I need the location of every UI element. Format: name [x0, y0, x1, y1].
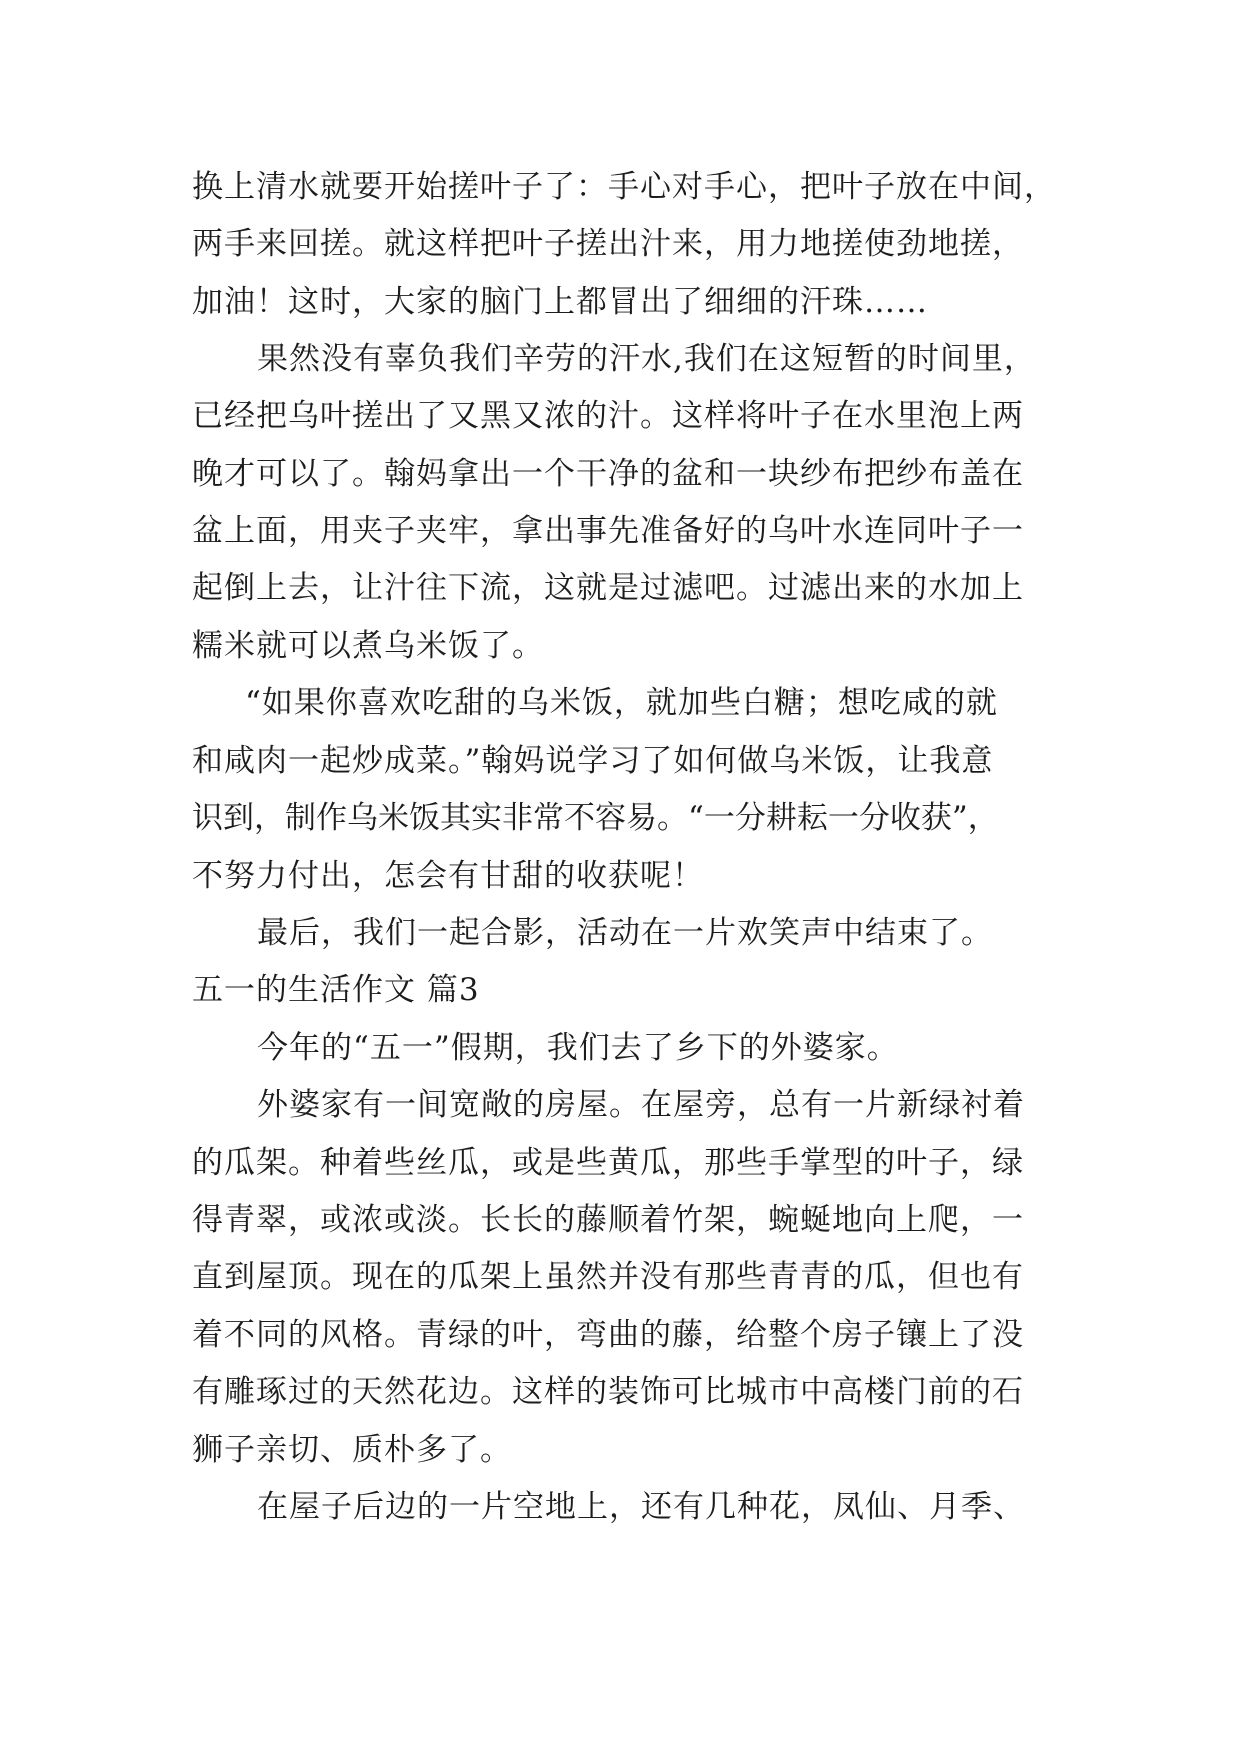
paragraph-line: 果然没有辜负我们辛劳的汗水,我们在这短暂的时间里， — [257, 341, 1036, 377]
paragraph-line: 晚才可以了。翰妈拿出一个干净的盆和一块纱布把纱布盖在 — [192, 456, 1024, 492]
paragraph-line: 换上清水就要开始搓叶子了：手心对手心，把叶子放在中间， — [192, 169, 1056, 205]
paragraph-line: 两手来回搓。就这样把叶子搓出汁来，用力地搓使劲地搓， — [192, 226, 1024, 262]
paragraph-line: 直到屋顶。现在的瓜架上虽然并没有那些青青的瓜，但也有 — [192, 1259, 1024, 1295]
section-heading: 五一的生活作文 篇3 — [192, 972, 480, 1008]
paragraph-line: 狮子亲切、质朴多了。 — [192, 1432, 512, 1468]
paragraph-line: 最后，我们一起合影，活动在一片欢笑声中结束了。 — [257, 915, 993, 951]
paragraph-line: 起倒上去，让汁往下流，这就是过滤吧。过滤出来的水加上 — [192, 570, 1024, 606]
paragraph-line: 已经把乌叶搓出了又黑又浓的汁。这样将叶子在水里泡上两 — [192, 398, 1024, 434]
paragraph-line: 着不同的风格。青绿的叶，弯曲的藤，给整个房子镶上了没 — [192, 1317, 1024, 1353]
paragraph-line: 不努力付出，怎会有甘甜的收获呢！ — [192, 858, 704, 894]
paragraph-line: 今年的“五一”假期，我们去了乡下的外婆家。 — [257, 1030, 899, 1066]
paragraph-line: 盆上面，用夹子夹牢，拿出事先准备好的乌叶水连同叶子一 — [192, 513, 1024, 549]
paragraph-line: 加油！这时，大家的脑门上都冒出了细细的汗珠…… — [192, 284, 928, 320]
paragraph-line: 识到，制作乌米饭其实非常不容易。“一分耕耘一分收获”， — [192, 800, 999, 836]
paragraph-line: 有雕琢过的天然花边。这样的装饰可比城市中高楼门前的石 — [192, 1374, 1024, 1410]
paragraph-line: 在屋子后边的一片空地上，还有几种花，凤仙、月季、 — [257, 1489, 1025, 1525]
paragraph-line: 得青翠，或浓或淡。长长的藤顺着竹架，蜿蜒地向上爬，一 — [192, 1202, 1024, 1238]
paragraph-line: 的瓜架。种着些丝瓜，或是些黄瓜，那些手掌型的叶子，绿 — [192, 1145, 1024, 1181]
paragraph-line: 外婆家有一间宽敞的房屋。在屋旁，总有一片新绿衬着 — [257, 1087, 1025, 1123]
paragraph-line: “如果你喜欢吃甜的乌米饭，就加些白糖；想吃咸的就 — [245, 685, 998, 721]
paragraph-line: 和咸肉一起炒成菜。”翰妈说学习了如何做乌米饭，让我意 — [192, 743, 994, 779]
paragraph-line: 糯米就可以煮乌米饭了。 — [192, 628, 544, 664]
